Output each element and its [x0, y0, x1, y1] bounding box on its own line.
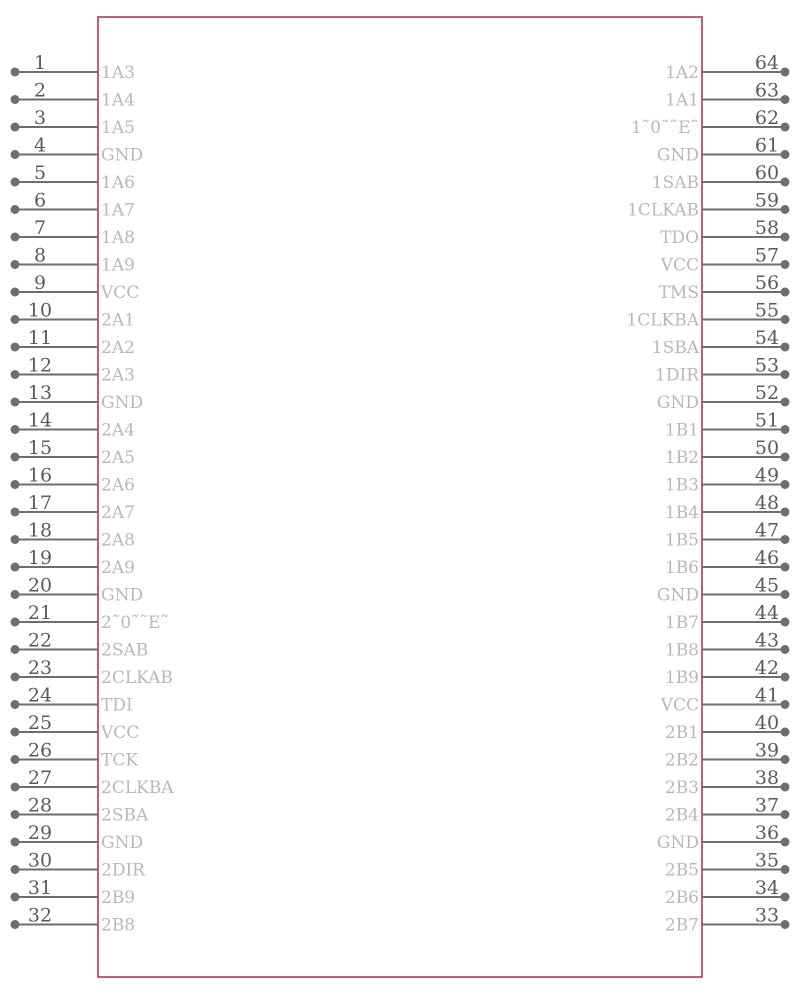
- pin-end-dot: [781, 673, 790, 682]
- pin-40: [665, 712, 790, 743]
- pin-end-dot: [781, 893, 790, 902]
- pin-end-dot: [781, 315, 790, 324]
- pin-name: 1A3: [101, 63, 135, 83]
- pin-end-dot: [781, 398, 790, 407]
- pin-number: 33: [754, 904, 780, 927]
- pin-33: [665, 905, 790, 936]
- pin-number: 47: [754, 519, 780, 542]
- pin-name: GND: [101, 393, 144, 413]
- pin-number: 28: [27, 794, 53, 817]
- pin-31: [11, 877, 136, 908]
- pin-number: 1: [33, 52, 47, 74]
- pin-end-dot: [781, 535, 790, 544]
- pin-number: 30: [27, 849, 53, 872]
- pin-end-dot: [11, 205, 20, 214]
- pin-36: [657, 822, 790, 853]
- pin-name: 2B8: [101, 915, 136, 936]
- pin-name: 1˜0˜˜E˜: [630, 118, 699, 138]
- pin-number: 18: [27, 519, 53, 542]
- pin-3: [11, 107, 135, 138]
- pin-end-dot: [11, 893, 20, 902]
- pin-number: 51: [754, 409, 780, 432]
- pin-name: TDI: [101, 695, 133, 716]
- pin-number: 32: [27, 904, 53, 927]
- pin-number: 46: [754, 547, 780, 569]
- pin-name: 2A2: [101, 338, 135, 358]
- pin-23: [11, 657, 173, 688]
- pin-name: 1B1: [664, 420, 699, 441]
- pin-46: [665, 547, 790, 578]
- pin-end-dot: [11, 618, 20, 627]
- pin-number: 24: [27, 684, 53, 707]
- pin-number: 37: [754, 794, 780, 817]
- pin-name: 2B6: [664, 888, 699, 908]
- pin-end-dot: [11, 508, 20, 517]
- pin-16: [11, 465, 135, 496]
- pin-name: 2A1: [101, 310, 135, 331]
- pin-end-dot: [11, 370, 20, 379]
- pin-end-dot: [11, 645, 20, 654]
- pin-name: 1A7: [101, 200, 135, 221]
- pin-42: [665, 657, 790, 688]
- pin-end-dot: [11, 563, 20, 572]
- pin-end-dot: [781, 425, 790, 434]
- pin-end-dot: [11, 95, 20, 104]
- pin-end-dot: [11, 920, 20, 929]
- pin-number: 29: [27, 822, 53, 844]
- pin-number: 20: [27, 574, 53, 597]
- pin-39: [665, 740, 790, 771]
- pin-end-dot: [11, 728, 20, 737]
- pin-44: [665, 602, 790, 633]
- pin-number: 35: [754, 849, 780, 872]
- pin-12: [11, 355, 135, 386]
- pin-end-dot: [781, 755, 790, 764]
- pin-end-dot: [11, 673, 20, 682]
- pin-name: 1B4: [664, 503, 699, 523]
- pin-28: [11, 795, 149, 826]
- pin-number: 15: [27, 437, 53, 459]
- pin-end-dot: [11, 343, 20, 352]
- pin-end-dot: [781, 205, 790, 214]
- pin-end-dot: [11, 783, 20, 792]
- pin-54: [652, 327, 790, 358]
- pin-41: [660, 685, 790, 716]
- pin-22: [11, 630, 149, 661]
- pin-number: 42: [754, 657, 780, 679]
- pin-name: 2A3: [101, 365, 135, 386]
- pin-number: 40: [754, 712, 780, 734]
- pin-end-dot: [781, 95, 790, 104]
- pin-name: 1B5: [664, 530, 699, 551]
- pin-number: 55: [754, 299, 780, 322]
- pin-58: [660, 217, 789, 248]
- pin-end-dot: [11, 453, 20, 462]
- pin-number: 9: [33, 272, 47, 294]
- pin-name: 1A8: [101, 228, 135, 248]
- pin-end-dot: [11, 398, 20, 407]
- pin-name: TCK: [101, 750, 139, 771]
- pin-end-dot: [781, 123, 790, 132]
- pin-63: [665, 80, 789, 111]
- pin-name: 1B2: [664, 448, 699, 468]
- pin-end-dot: [781, 480, 790, 489]
- pin-name: 1B7: [664, 613, 699, 633]
- pin-end-dot: [11, 590, 20, 599]
- pin-number: 4: [33, 134, 47, 157]
- pin-name: 1SBA: [651, 338, 699, 358]
- pin-number: 26: [27, 739, 53, 762]
- pin-number: 44: [754, 602, 780, 624]
- pin-name: 2A5: [101, 448, 135, 468]
- pin-name: GND: [656, 393, 699, 413]
- pin-50: [665, 437, 790, 468]
- pin-end-dot: [11, 288, 20, 297]
- pin-end-dot: [11, 315, 20, 324]
- pin-number: 60: [754, 162, 780, 184]
- pin-end-dot: [11, 233, 20, 242]
- pin-43: [665, 630, 790, 661]
- pin-number: 8: [33, 244, 47, 267]
- pin-number: 22: [27, 629, 53, 652]
- pin-name: 2SBA: [101, 805, 149, 826]
- pin-end-dot: [11, 865, 20, 874]
- pin-number: 36: [754, 822, 780, 844]
- pin-number: 50: [754, 437, 780, 459]
- pin-name: 2A4: [101, 420, 135, 441]
- pin-name: 1B8: [664, 640, 699, 661]
- pin-52: [657, 382, 790, 413]
- pin-name: TMS: [658, 283, 699, 303]
- pin-53: [655, 355, 789, 386]
- pin-name: 2CLKBA: [101, 778, 174, 798]
- pin-8: [11, 245, 135, 276]
- pin-7: [11, 217, 135, 248]
- pin-32: [11, 905, 136, 936]
- pin-48: [665, 492, 790, 523]
- pin-end-dot: [11, 700, 20, 709]
- pin-end-dot: [781, 783, 790, 792]
- pin-number: 10: [27, 299, 53, 322]
- pin-name: 1A9: [101, 255, 135, 276]
- pin-number: 53: [754, 354, 780, 377]
- pin-number: 13: [27, 382, 53, 404]
- pin-name: GND: [656, 145, 699, 166]
- pin-38: [665, 767, 790, 798]
- pin-62: [631, 107, 790, 138]
- pin-end-dot: [781, 370, 790, 379]
- pin-end-dot: [11, 838, 20, 847]
- pin-name: 2B5: [664, 860, 699, 881]
- pin-57: [660, 245, 790, 276]
- pin-end-dot: [781, 563, 790, 572]
- pin-number: 64: [754, 52, 780, 74]
- pin-name: GND: [101, 145, 144, 166]
- pin-number: 58: [754, 217, 780, 239]
- pin-14: [11, 410, 135, 441]
- pin-5: [11, 162, 135, 193]
- pin-number: 6: [33, 189, 47, 212]
- pin-end-dot: [781, 233, 790, 242]
- pin-60: [652, 162, 790, 193]
- pin-number: 3: [33, 107, 47, 129]
- pin-name: 2B4: [664, 805, 699, 826]
- pin-number: 21: [27, 602, 53, 624]
- pin-name: 2A7: [101, 503, 135, 523]
- pin-number: 48: [754, 492, 780, 514]
- pin-6: [11, 190, 135, 221]
- pin-name: 2B7: [664, 915, 699, 936]
- pin-35: [665, 850, 790, 881]
- pin-name: 1CLKBA: [626, 310, 699, 331]
- pin-end-dot: [781, 838, 790, 847]
- pin-end-dot: [11, 810, 20, 819]
- pin-9: [11, 272, 140, 303]
- pin-name: 2˜0˜˜E˜: [101, 613, 170, 633]
- left-pin-column: [11, 52, 175, 936]
- pin-end-dot: [781, 590, 790, 599]
- pin-1: [11, 52, 135, 83]
- pin-name: 1B3: [664, 475, 699, 496]
- pin-name: VCC: [101, 723, 140, 743]
- pin-name: GND: [656, 585, 699, 606]
- pin-end-dot: [781, 68, 790, 77]
- pin-61: [657, 135, 790, 166]
- pin-end-dot: [781, 343, 790, 352]
- pin-15: [11, 437, 135, 468]
- pin-name: GND: [101, 833, 144, 853]
- pin-end-dot: [11, 535, 20, 544]
- pin-number: 49: [754, 464, 780, 487]
- pin-number: 34: [754, 877, 780, 899]
- pin-51: [665, 410, 790, 441]
- pin-30: [11, 850, 147, 881]
- pin-name: 1B6: [664, 558, 699, 578]
- pin-end-dot: [11, 178, 20, 187]
- pin-name: 1A5: [101, 118, 135, 138]
- pin-name: 2A9: [101, 558, 135, 578]
- pin-end-dot: [781, 920, 790, 929]
- pin-number: 25: [27, 712, 53, 734]
- pin-number: 11: [27, 327, 53, 349]
- pin-name: 1CLKAB: [627, 200, 699, 221]
- ic-body-outline: [98, 17, 702, 977]
- pin-10: [11, 300, 135, 331]
- pin-end-dot: [11, 425, 20, 434]
- pin-end-dot: [781, 178, 790, 187]
- pin-end-dot: [11, 260, 20, 269]
- pin-47: [665, 520, 790, 551]
- pin-name: 1SAB: [651, 173, 699, 193]
- pin-name: GND: [656, 833, 699, 853]
- pin-end-dot: [781, 645, 790, 654]
- pin-name: 2B2: [664, 750, 699, 771]
- pin-name: 2B9: [101, 888, 136, 908]
- pin-number: 61: [754, 134, 780, 157]
- pin-end-dot: [781, 508, 790, 517]
- pin-name: 1A1: [665, 90, 699, 111]
- pin-end-dot: [781, 865, 790, 874]
- pin-name: TDO: [660, 228, 699, 248]
- pin-end-dot: [11, 68, 20, 77]
- pin-number: 14: [27, 409, 53, 432]
- pin-name: 2B3: [664, 778, 699, 798]
- pin-name: 2B1: [664, 723, 699, 743]
- pin-number: 19: [27, 547, 53, 569]
- pin-name: 2DIR: [101, 860, 145, 881]
- pin-56: [659, 272, 790, 303]
- pin-end-dot: [781, 810, 790, 819]
- pin-number: 63: [754, 79, 780, 102]
- pin-number: 43: [754, 629, 780, 652]
- pin-number: 31: [27, 877, 53, 899]
- pin-end-dot: [781, 453, 790, 462]
- pin-name: 2A6: [101, 475, 135, 496]
- pin-number: 52: [754, 382, 780, 404]
- pin-number: 62: [754, 107, 780, 129]
- pin-number: 12: [27, 354, 53, 377]
- pin-2: [11, 80, 135, 111]
- pin-24: [11, 685, 133, 716]
- pin-end-dot: [11, 480, 20, 489]
- pin-4: [11, 135, 144, 166]
- pin-name: 1A2: [665, 63, 699, 83]
- pin-end-dot: [781, 260, 790, 269]
- pin-45: [657, 575, 790, 606]
- pin-26: [11, 740, 139, 771]
- pin-name: 1B9: [664, 668, 699, 688]
- pin-name: VCC: [660, 255, 699, 276]
- pin-13: [11, 382, 144, 413]
- pin-number: 7: [33, 217, 47, 239]
- pin-19: [11, 547, 135, 578]
- pin-name: 1A6: [101, 173, 135, 193]
- pin-20: [11, 575, 144, 606]
- pin-number: 39: [754, 739, 780, 762]
- pin-name: GND: [101, 585, 144, 606]
- pin-18: [11, 520, 135, 551]
- pin-17: [11, 492, 135, 523]
- pin-number: 17: [27, 492, 53, 514]
- pin-number: 5: [33, 162, 47, 184]
- pin-number: 41: [754, 684, 780, 707]
- pin-end-dot: [781, 700, 790, 709]
- pin-number: 57: [754, 244, 780, 267]
- pin-21: [11, 602, 170, 633]
- pin-11: [11, 327, 135, 358]
- pin-end-dot: [781, 150, 790, 159]
- pin-end-dot: [781, 618, 790, 627]
- pin-number: 54: [754, 327, 780, 349]
- pin-59: [627, 190, 789, 221]
- pin-number: 59: [754, 189, 780, 212]
- pin-number: 38: [754, 767, 780, 789]
- pin-27: [11, 767, 175, 798]
- pin-number: 45: [754, 574, 780, 597]
- pin-end-dot: [11, 755, 20, 764]
- pin-37: [665, 795, 790, 826]
- pin-number: 2: [33, 79, 47, 102]
- right-pin-column: [626, 52, 789, 936]
- pin-49: [665, 465, 790, 496]
- pin-name: VCC: [660, 695, 699, 716]
- pin-end-dot: [11, 150, 20, 159]
- pin-number: 56: [754, 272, 780, 294]
- pin-end-dot: [781, 288, 790, 297]
- pin-25: [11, 712, 140, 743]
- pin-number: 27: [27, 767, 53, 789]
- pin-name: 2CLKAB: [101, 668, 173, 688]
- pin-end-dot: [11, 123, 20, 132]
- pin-end-dot: [781, 728, 790, 737]
- pin-number: 23: [27, 657, 53, 679]
- pin-name: 1A4: [101, 90, 135, 111]
- pin-number: 16: [27, 464, 53, 487]
- pin-55: [626, 300, 789, 331]
- pin-34: [665, 877, 790, 908]
- pin-name: 1DIR: [655, 365, 699, 386]
- pin-name: VCC: [101, 283, 140, 303]
- pin-29: [11, 822, 144, 853]
- pin-name: 2A8: [101, 530, 135, 551]
- pin-64: [665, 52, 789, 83]
- pin-name: 2SAB: [101, 640, 149, 661]
